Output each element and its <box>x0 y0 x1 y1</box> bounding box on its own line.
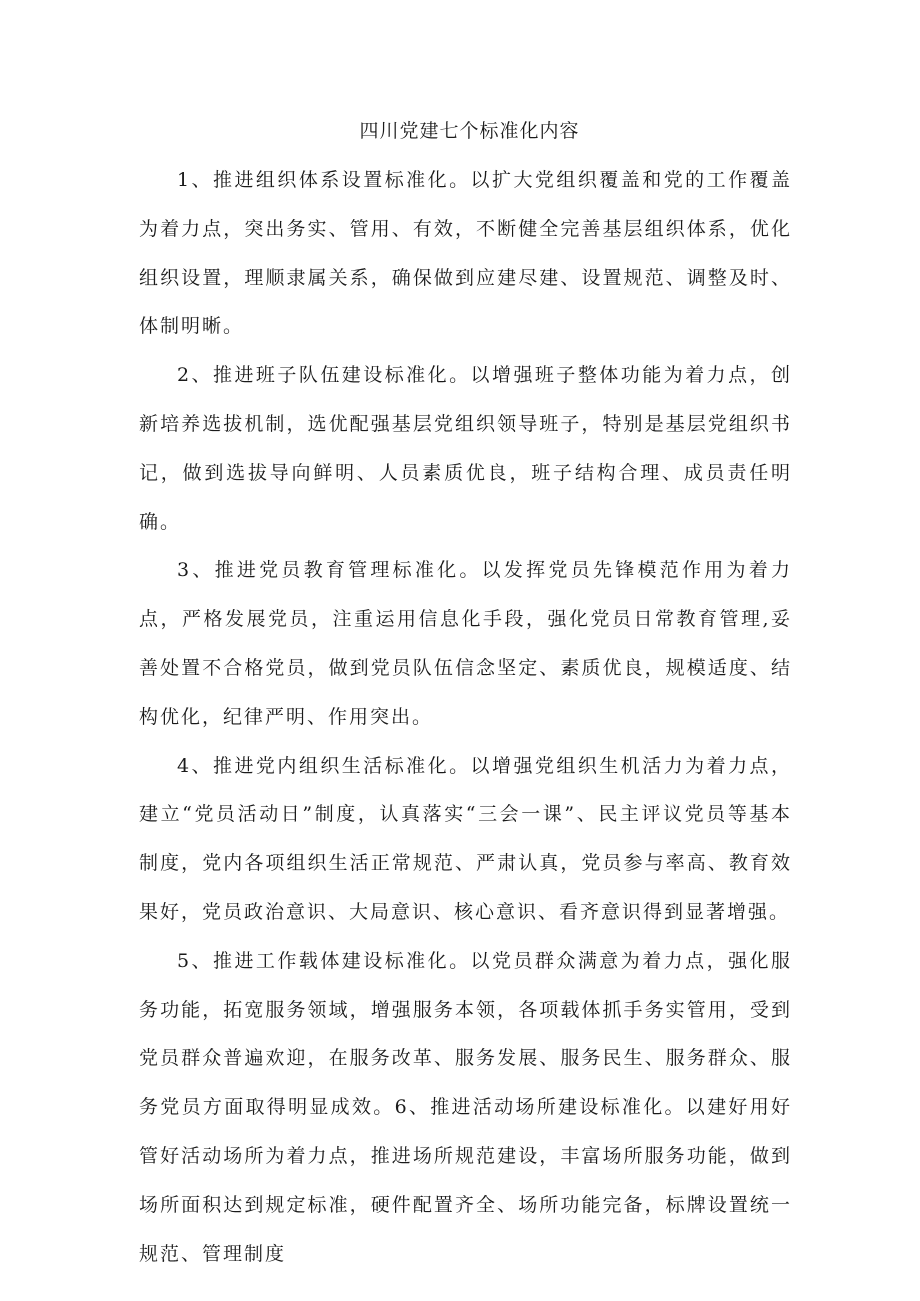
paragraph-4: 4、推进党内组织生活标准化。以增强党组织生机活力为着力点，建立“党员活动日”制度，认真落实“三会一课”、民主评议党员等基本制度，党内各项组织生活正常规范、严肃认真，党员参与率高、教育效果好，党员政治意识、大局意识、核心意识、看齐意识得到显著增强。 <box>139 754 792 923</box>
paragraph-3: 3、推进党员教育管理标准化。以发挥党员先锋模范作用为着力点，严格发展党员，注重运用信息化手段，强化党员日常教育管理,妥善处置不合格党员，做到党员队伍信念坚定、素质优良，规模适度、结构优化，纪律严明、作用突出。 <box>139 559 792 728</box>
document-title: 四川党建七个标准化内容 <box>359 120 580 142</box>
paragraph-2: 2、推进班子队伍建设标准化。以增强班子整体功能为着力点，创新培养选拔机制，选优配强基层党组织领导班子，特别是基层党组织书记，做到选拔导向鲜明、人员素质优良，班子结构合理、成员责任明确。 <box>139 364 792 533</box>
paragraph-5: 5、推进工作载体建设标准化。以党员群众满意为着力点，强化服务功能，拓宽服务领域，增强服务本领，各项载体抓手务实管用，受到党员群众普遍欢迎，在服务改革、服务发展、服务民生、服务群众、服务党员方面取得明显成效。6、推进活动场所建设标准化。以建好用好管好活动场所为着力点，推进场所规范建设，丰富场所服务功能，做到场所面积达到规定标准，硬件配置齐全、场所功能完备，标牌设置统一规范、管理制度 <box>139 949 792 1265</box>
paragraph-1: 1、推进组织体系设置标准化。以扩大党组织覆盖和党的工作覆盖为着力点，突出务实、管用、有效，不断健全完善基层组织体系，优化组织设置，理顺隶属关系，确保做到应建尽建、设置规范、调整及时、体制明晰。 <box>139 169 792 338</box>
